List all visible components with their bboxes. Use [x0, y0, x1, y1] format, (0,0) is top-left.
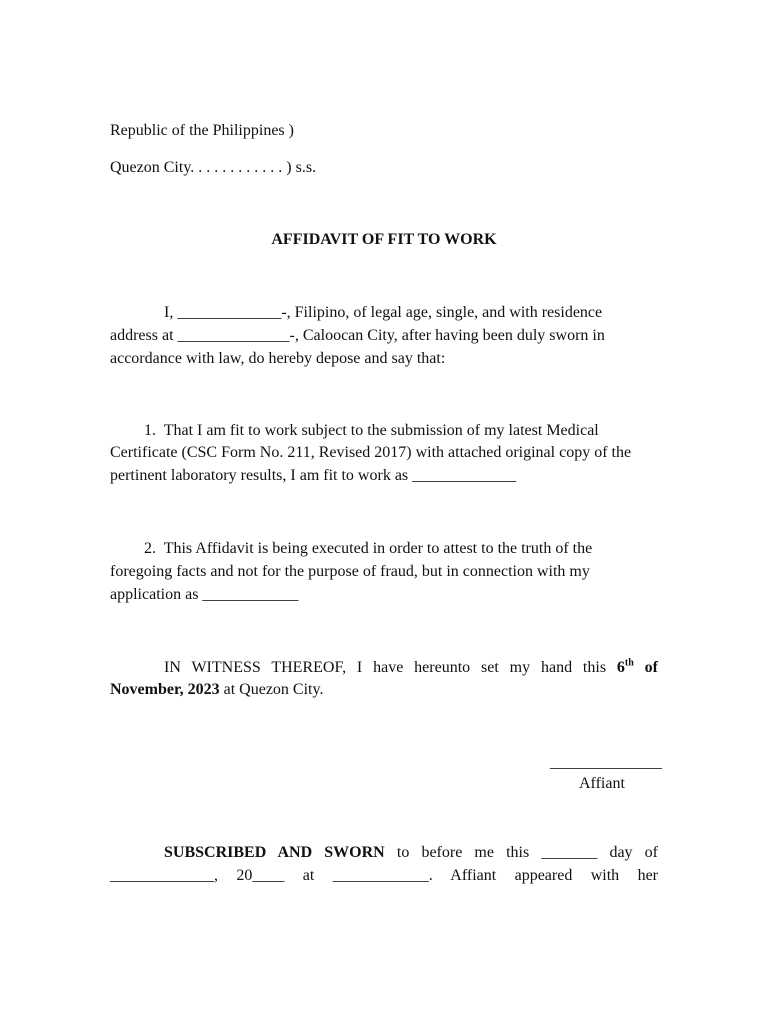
- witness-tail: at Quezon City.: [219, 681, 324, 698]
- item2-line-1: 2. This Affidavit is being executed in order to attest to the truth of the: [144, 540, 593, 557]
- document-title: AFFIDAVIT OF FIT TO WORK: [271, 231, 497, 248]
- item2-line-2: foregoing facts and not for the purpose of fraud, but in connection with my: [110, 563, 590, 580]
- item2-line-3: application as ____________: [110, 586, 299, 603]
- subscribed-rest: to before me this _______ day of: [384, 844, 658, 861]
- intro-line-2: address at ______________-, Caloocan City, after having been duly sworn in: [110, 327, 605, 344]
- subscribed-line-1: [164, 842, 658, 864]
- witness-date: November, 2023: [110, 681, 220, 698]
- signature-line: ______________: [550, 754, 662, 771]
- subscribed-line-2: _____________, 20____ at ____________. Affiant appeared with her: [110, 867, 658, 884]
- header-republic: Republic of the Philippines ): [110, 122, 294, 139]
- witness-line-1: [164, 657, 658, 679]
- signature-label: Affiant: [579, 775, 625, 792]
- item1-line-3: pertinent laboratory results, I am fit to work as _____________: [110, 467, 517, 484]
- intro-line-1: I, _____________-, Filipino, of legal age, single, and with residence: [164, 304, 603, 321]
- intro-line-3: accordance with law, do hereby depose and say that:: [110, 350, 446, 367]
- witness-lead: IN WITNESS THEREOF, I have hereunto set my hand this: [164, 659, 617, 676]
- witness-day: 6th of: [616, 657, 659, 676]
- witness-line-2: [110, 679, 323, 701]
- header-city: Quezon City. . . . . . . . . . . . ) s.s.: [110, 159, 317, 176]
- item1-line-2: Certificate (CSC Form No. 211, Revised 2017) with attached original copy of the: [110, 444, 632, 461]
- subscribed-bold: SUBSCRIBED AND SWORN: [164, 844, 385, 861]
- item1-line-1: 1. That I am fit to work subject to the submission of my latest Medical: [144, 422, 599, 439]
